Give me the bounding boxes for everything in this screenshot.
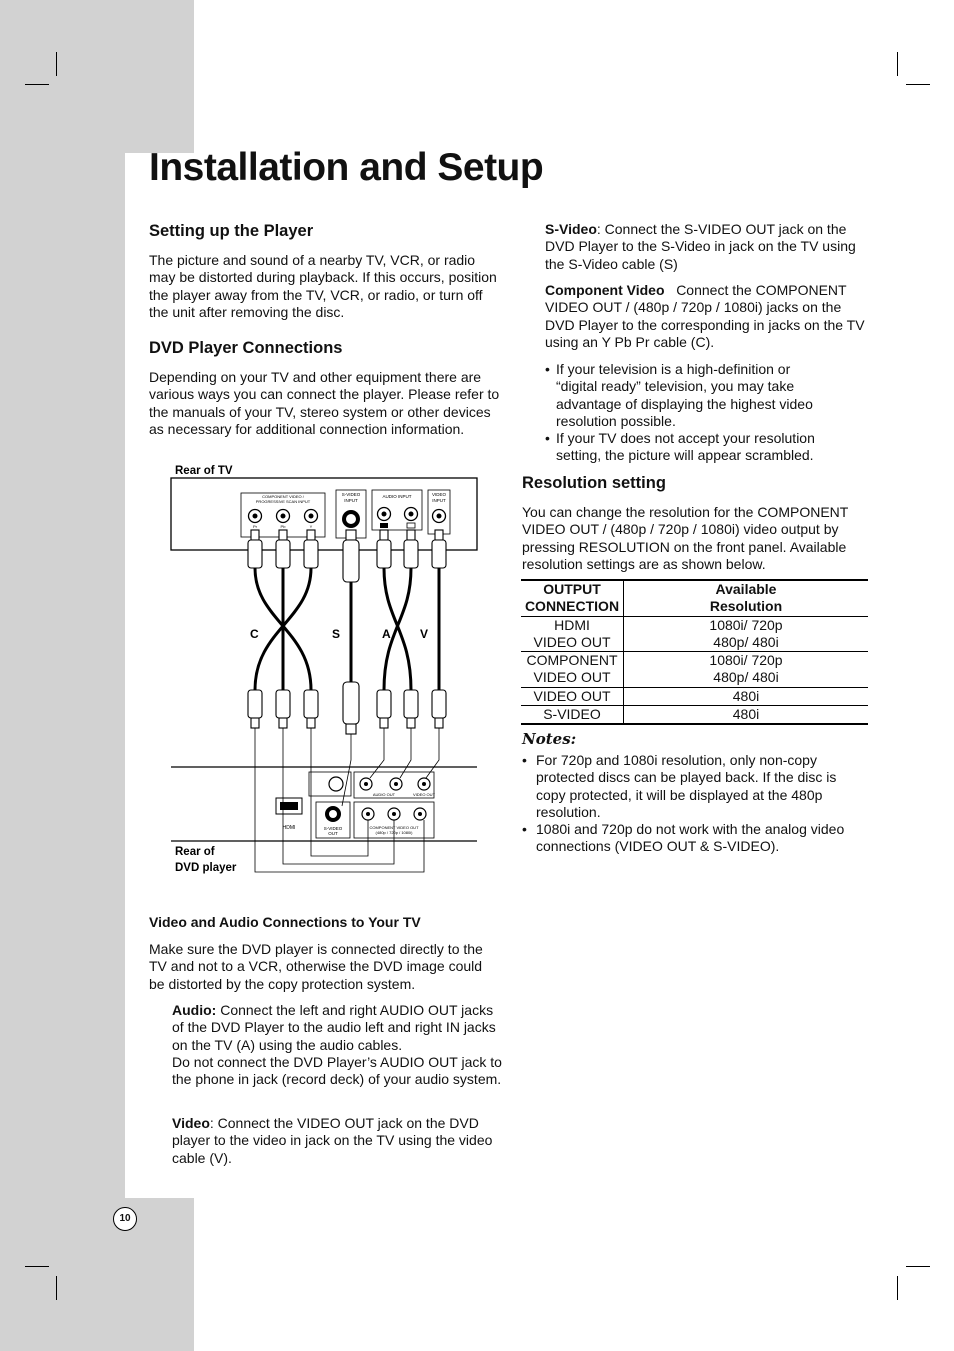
table-row [521, 669, 868, 687]
video-audio-body: Make sure the DVD player is connected directly to the TV and not to a VCR, otherwise the DVD image could be distorted by the copy protection system. [149, 941, 483, 992]
cable-plugs-top [248, 530, 446, 582]
connections-body: Depending on your TV and other equipment there are various ways you can connect the player. Please refer to the manuals of your TV, stereo system or other devices as necessary for additional connection information. [149, 369, 500, 437]
video-audio-heading: Video and Audio Connections to Your TV [149, 914, 421, 930]
table-row [521, 687, 868, 705]
dvd-svideo-out-label: S-VIDEO [323, 826, 343, 831]
cable-a-label: A [382, 627, 391, 641]
tv-svideo-label: S-VIDEO [341, 492, 361, 497]
resolution-table [521, 579, 868, 725]
component-bullets [545, 361, 830, 465]
connections-heading: DVD Player Connections [149, 339, 343, 357]
dvd-coax-jack [329, 777, 343, 791]
component-paragraph [545, 282, 867, 351]
cable-v-label: V [420, 627, 429, 641]
video-label: Video [172, 1115, 210, 1131]
table-row [521, 652, 868, 670]
table-cell: COMPONENT [521, 652, 624, 670]
page-number: 10 [113, 1207, 137, 1231]
tv-audio-label: AUDIO INPUT [382, 494, 412, 499]
dvd-audio-out-label: AUDIO OUT [372, 792, 396, 797]
svideo-label: S-Video [545, 221, 597, 237]
rear-tv-label: Rear of TV [175, 465, 233, 477]
tv-panel [171, 478, 477, 550]
list-item: • 1080i and 720p do not work with the analog video connections (VIDEO OUT & S-VIDEO). [522, 821, 867, 856]
svideo-paragraph [545, 221, 873, 273]
table-cell: 1080i/ 720p [624, 616, 869, 634]
dvd-hdmi-label: HDMI [282, 825, 296, 831]
table-cell: VIDEO OUT [521, 687, 624, 705]
margin-tab-bottom [0, 1198, 194, 1351]
cables [255, 568, 439, 690]
crop-mark [906, 84, 930, 85]
tv-video-label: VIDEO [431, 492, 447, 497]
table-row [521, 634, 868, 652]
crop-mark [897, 1276, 898, 1300]
tv-component-label: COMPONENT VIDEO / [262, 494, 304, 499]
component-label: Component Video [545, 282, 665, 298]
cable-c-label: C [250, 627, 259, 641]
dvd-component-out-label: COMPONENT VIDEO OUT [369, 825, 419, 830]
svideo-text: : Connect the S-VIDEO OUT jack on the DVD Player to the S-Video in jack on the TV using the S-Video cable (S) [545, 221, 856, 272]
connection-diagram [166, 460, 486, 880]
page-title: Installation and Setup [149, 146, 544, 189]
table-cell: VIDEO OUT [521, 669, 624, 687]
video-text: : Connect the VIDEO OUT jack on the DVD player to the video in jack on the TV using the video cable (V). [172, 1115, 493, 1166]
table-cell: 480i [624, 706, 869, 725]
jack-y-label: Y [309, 524, 313, 529]
crop-mark [897, 52, 898, 76]
tv-video-label-2: INPUT [432, 498, 446, 503]
table-cell: 480p/ 480i [713, 633, 779, 650]
margin-tab [0, 153, 125, 1198]
output-connection-header: OUTPUT CONNECTION [521, 580, 624, 616]
crop-mark [56, 52, 57, 76]
setting-up-heading: Setting up the Player [149, 222, 314, 240]
audio-paragraph [172, 1002, 502, 1054]
cable-plugs-bottom [248, 682, 446, 734]
list-item: • If your TV does not accept your resolution setting, the picture will appear scrambled. [545, 430, 830, 465]
list-item: • For 720p and 1080i resolution, only non-copy protected discs can be played back. If the disc is copy protected, it will be displayed at the 480p resolution. [522, 752, 867, 821]
table-cell: VIDEO OUT [521, 634, 624, 652]
table-row [521, 616, 868, 634]
crop-mark [56, 1276, 57, 1300]
table-header-row [521, 580, 868, 616]
crop-mark [906, 1266, 930, 1267]
video-paragraph [172, 1115, 502, 1167]
setting-up-body: The picture and sound of a nearby TV, VCR, or radio may be distorted during playback. If this occurs, position the player away from the TV, VCR, or radio, or turn off the unit after removing the disc. [149, 252, 497, 320]
component-text: Connect the COMPONENT VIDEO OUT / (480p / 720p / 1080i) jacks on the DVD Player to the corresponding in jacks on the TV using an Y Pb Pr cable (C). [545, 282, 869, 350]
jack-pb-label: Pb [280, 524, 286, 529]
resolution-body: You can change the resolution for the COMPONENT VIDEO OUT / (480p / 720p / 1080i) video output by pressing RESOLUTION on the front panel. Available resolution settings are as shown below. [522, 504, 849, 572]
notes-title: Notes: [522, 730, 577, 748]
list-item: • If your television is a high-definition or “digital ready” television, you may take advantage of displaying the highest video resolution possible. [545, 361, 830, 430]
crop-mark [25, 1266, 49, 1267]
audio-text: Connect the left and right AUDIO OUT jacks of the DVD Player to the audio left and right IN jacks on the TV (A) using the audio cables. [172, 1002, 496, 1053]
table-cell: 480i [624, 687, 869, 705]
notes-list [522, 752, 867, 856]
table-cell: HDMI [521, 616, 624, 634]
tv-svideo-label-2: INPUT [344, 498, 358, 503]
table-cell: S-VIDEO [521, 706, 624, 725]
resolution-heading: Resolution setting [522, 474, 666, 492]
audio-paragraph-2: Do not connect the DVD Player’s AUDIO OUT jack to the phone in jack (record deck) of your audio system. [172, 1054, 502, 1088]
tv-component-jacks [249, 510, 318, 523]
dvd-component-out-label-2: (480p / 720p / 1080i) [375, 830, 413, 835]
dvd-svideo-out-label-2: OUT [328, 831, 338, 836]
crop-mark [25, 84, 49, 85]
rear-dvd-label-2: DVD player [175, 862, 237, 874]
tv-component-label-2: PROGRESSIVE SCAN INPUT [255, 499, 311, 504]
table-cell: 1080i/ 720p [624, 652, 869, 670]
jack-pr-label: Pr [253, 524, 257, 529]
rear-dvd-label: Rear of [175, 846, 215, 858]
dvd-video-out-label: VIDEO OUT [412, 792, 436, 797]
cable-s-label: S [332, 627, 341, 641]
margin-tab-top [0, 0, 194, 153]
table-row [521, 706, 868, 725]
connection-lines [255, 728, 439, 872]
audio-label: Audio: [172, 1002, 217, 1018]
available-resolution-header: Available Resolution [624, 580, 869, 616]
table-cell: 480p/ 480i [713, 669, 779, 686]
